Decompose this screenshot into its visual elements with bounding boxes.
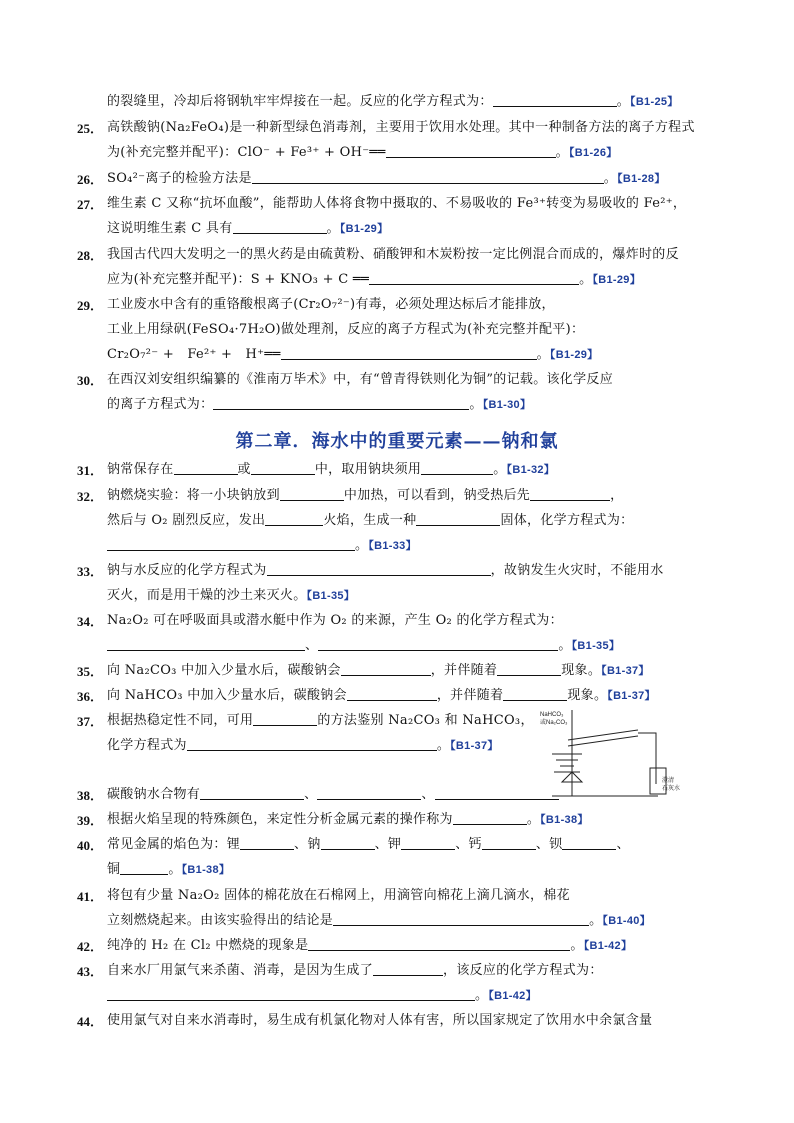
question-29-line-3 [107, 345, 734, 365]
question-number: 34． [77, 614, 104, 629]
question-43-line-2 [107, 986, 734, 1006]
question-text: 的离子方程式为： [107, 397, 214, 412]
question-44-line-1 [107, 1011, 734, 1031]
question-text: ，故钠发生火灾时，不能用水 [490, 563, 664, 578]
answer-blank[interactable] [421, 460, 493, 475]
question-text: 、 [304, 787, 318, 802]
question-34-line-2 [107, 636, 734, 656]
source-tag: 【B1-26】 [568, 147, 618, 159]
source-tag: 【B1-42】 [488, 990, 537, 1002]
question-number: 43． [77, 964, 104, 979]
question-number: 28． [77, 248, 104, 263]
answer-blank[interactable] [453, 810, 527, 825]
answer-blank[interactable] [503, 686, 567, 701]
question-33-line-2 [107, 586, 734, 606]
question-text: 火焰，生成一种 [323, 513, 417, 528]
question-25-line-1 [107, 118, 734, 138]
question-text: 化学方程式为 [107, 738, 187, 753]
source-tag: 【B1-28】 [617, 173, 666, 185]
question-number: 29． [77, 298, 104, 313]
question-number: 32． [77, 489, 104, 504]
question-text: 钠燃烧实验：将一小块钠放到 [107, 488, 280, 503]
source-tag: 【B1-38】 [181, 864, 231, 876]
answer-blank[interactable] [265, 511, 323, 526]
question-text: 、钙 [455, 837, 482, 852]
source-tag: 【B1-37】 [450, 740, 499, 752]
answer-blank[interactable] [308, 936, 570, 951]
period: 。 [603, 171, 618, 186]
source-tag: 【B1-29】 [339, 223, 389, 235]
question-text: 自来水厂用氯气来杀菌、消毒，是因为生成了 [107, 963, 374, 978]
period: 。 [475, 988, 489, 1003]
question-text: Na₂O₂ 可在呼吸面具或潜水艇中作为 O₂ 的来源，产生 O₂ 的化学方程式为： [107, 613, 563, 628]
question-text: ，该反应的化学方程式为： [443, 963, 603, 978]
period: 。 [570, 938, 584, 953]
answer-blank[interactable] [107, 636, 305, 651]
question-text: 现象。 [561, 663, 602, 678]
question-number: 35． [77, 664, 104, 679]
question-27-line-1 [107, 194, 734, 214]
period: 。 [436, 738, 451, 753]
answer-blank[interactable] [233, 219, 327, 234]
answer-blank[interactable] [174, 460, 238, 475]
source-tag: 【B1-29】 [549, 349, 599, 361]
question-text: 中，取用钠块须用 [314, 462, 422, 477]
period: 。 [579, 272, 593, 287]
question-text: 、 [421, 787, 435, 802]
question-text: 根据火焰呈现的特殊颜色，来定性分析金属元素的操作称为 [107, 812, 453, 827]
question-text: ，并伴随着 [430, 663, 498, 678]
delivery-tube [638, 733, 656, 784]
question-number: 37． [77, 714, 104, 729]
question-36-line-1 [107, 686, 734, 706]
question-text: 铜 [107, 862, 121, 877]
source-tag: 【B1-33】 [368, 540, 417, 552]
test-tube-inner [568, 736, 638, 746]
question-32-line-1 [107, 486, 734, 506]
answer-blank[interactable] [321, 835, 375, 850]
question-text: 、钡 [535, 837, 563, 852]
question-text: 纯净的 H₂ 在 Cl₂ 中燃烧的现象是 [107, 938, 309, 953]
period: 。 [589, 913, 603, 928]
answer-blank[interactable] [435, 785, 559, 800]
source-tag: 【B1-32】 [506, 464, 556, 476]
test-tube-outer [568, 730, 638, 740]
source-tag: 【B1-35】 [571, 640, 621, 652]
question-text: 灭火，而是用干燥的沙土来灭火。 [107, 588, 307, 603]
question-text: 固体，化学方程式为： [500, 513, 634, 528]
question-text: SO₄²⁻离子的检验方法是 [107, 171, 252, 186]
question-38-line-1 [107, 785, 734, 805]
answer-blank[interactable] [493, 92, 617, 107]
answer-blank[interactable] [386, 143, 556, 158]
answer-blank[interactable] [530, 486, 610, 501]
question-number: 25． [77, 121, 104, 136]
question-text: ，并伴随着 [436, 688, 504, 703]
answer-blank[interactable] [369, 270, 579, 285]
answer-blank[interactable] [347, 686, 437, 701]
question-number: 41． [77, 889, 104, 904]
answer-blank[interactable] [200, 785, 304, 800]
question-40-line-2 [107, 860, 734, 880]
question-number: 38． [77, 788, 104, 803]
question-number: 33． [77, 564, 104, 579]
question-text: 然后与 O₂ 剧烈反应，发出 [107, 513, 266, 528]
question-text: 、 [305, 638, 319, 653]
question-35-line-1 [107, 661, 734, 681]
answer-blank[interactable] [318, 636, 558, 651]
question-text: 将包有少量 Na₂O₂ 固体的棉花放在石棉网上，用滴管向棉花上滴几滴水，棉花 [107, 888, 570, 903]
question-text: 钠与水反应的化学方程式为 [107, 563, 267, 578]
source-tag: 【B1-40】 [602, 915, 651, 927]
source-tag: 【B1-30】 [482, 399, 532, 411]
question-number: 36． [77, 689, 104, 704]
answer-blank[interactable] [497, 661, 561, 676]
question-text: 在西汉刘安组织编纂的《淮南万毕术》中，有“曾青得铁则化为铜”的记载。该化学反应 [107, 372, 613, 387]
period: 。 [536, 347, 550, 362]
reagent-label: 或Na₂CO₃ [540, 720, 568, 726]
answer-blank[interactable] [120, 860, 168, 875]
question-24-continuation [107, 92, 734, 112]
question-32-line-2 [107, 511, 734, 531]
question-text: 的裂缝里，冷却后将钢轨牢牢焊接在一起。反应的化学方程式为： [107, 94, 493, 109]
answer-blank[interactable] [253, 711, 317, 726]
question-text: 高铁酸钠(Na₂FeO₄)是一种新型绿色消毒剂，主要用于饮用水处理。其中一种制备方法的离子方程式 [107, 120, 695, 135]
question-number: 31． [77, 463, 104, 478]
question-33-line-1 [107, 561, 734, 581]
question-28-line-2 [107, 270, 734, 290]
question-text: 、钾 [374, 837, 402, 852]
period: 。 [526, 812, 541, 827]
source-tag: 【B1-35】 [306, 590, 356, 602]
period: 。 [555, 145, 569, 160]
answer-blank[interactable] [416, 511, 500, 526]
answer-blank[interactable] [267, 561, 491, 576]
question-number: 30． [77, 373, 104, 388]
answer-blank[interactable] [317, 785, 421, 800]
question-text: 维生素 C 又称“抗坏血酸”，能帮助人体将食物中摄取的、不易吸收的 Fe³⁺转变为易吸收的 Fe²⁺， [107, 196, 687, 211]
question-37-line-1 [107, 711, 534, 731]
answer-blank[interactable] [562, 835, 616, 850]
question-text: 工业废水中含有的重铬酸根离子(Cr₂O₇²⁻)有毒，必须处理达标后才能排放， [107, 297, 555, 312]
answer-blank[interactable] [401, 835, 455, 850]
question-27-line-2 [107, 219, 734, 239]
question-text: 现象。 [567, 688, 608, 703]
question-text: 我国古代四大发明之一的黑火药是由硫黄粉、硝酸钾和木炭粉按一定比例混合而成的，爆炸时的反 [107, 247, 679, 262]
period: 。 [326, 221, 340, 236]
question-43-line-1 [107, 961, 734, 981]
question-34-line-1 [107, 611, 734, 631]
answer-blank[interactable] [280, 486, 344, 501]
source-tag: 【B1-25】 [630, 96, 679, 108]
answer-blank[interactable] [281, 345, 537, 360]
burner-stand [552, 754, 582, 772]
question-text: 、钠 [294, 837, 321, 852]
answer-blank[interactable] [373, 961, 443, 976]
answer-blank[interactable] [213, 395, 469, 410]
answer-blank[interactable] [482, 835, 536, 850]
chapter-title: 第二章．海水中的重要元素——钠和氯 [235, 431, 559, 452]
period: 。 [469, 397, 483, 412]
source-tag: 【B1-38】 [540, 814, 589, 826]
question-text: 常见金属的焰色为：锂 [107, 837, 241, 852]
question-number: 42． [77, 939, 104, 954]
question-number: 26． [77, 172, 104, 187]
question-text: 使用氯气对自来水消毒时，易生成有机氯化物对人体有害，所以国家规定了饮用水中余氯含量 [107, 1013, 653, 1028]
question-29-line-2 [107, 320, 734, 340]
question-text: 为(补充完整并配平)：ClO⁻ + Fe³⁺ + OH⁻══ [107, 145, 386, 160]
source-tag: 【B1-29】 [592, 274, 642, 286]
reagent-label: NaHCO₃ [540, 712, 564, 718]
source-tag: 【B1-42】 [583, 940, 633, 952]
answer-blank[interactable] [107, 536, 355, 551]
question-text: ， [610, 488, 624, 503]
question-text: Cr₂O₇²⁻ + Fe²⁺ + H⁺══ [107, 347, 281, 362]
question-text: 应为(补充完整并配平)：S + KNO₃ + C ══ [107, 272, 370, 287]
question-text: 中加热，可以看到，钠受热后先 [343, 488, 531, 503]
question-number: 44． [77, 1014, 104, 1029]
question-29-line-1 [107, 295, 734, 315]
answer-blank[interactable] [252, 169, 604, 184]
question-25-line-2 [107, 143, 734, 163]
question-text: 碳酸钠水合物有 [107, 787, 201, 802]
answer-blank[interactable] [341, 661, 431, 676]
question-text: 。 [168, 862, 182, 877]
question-text: 、 [616, 837, 630, 852]
question-42-line-1 [107, 936, 734, 956]
question-text: 钠常保存在 [107, 462, 174, 477]
question-text: 向 Na₂CO₃ 中加入少量水后，碳酸钠会 [107, 663, 341, 678]
period: 。 [493, 462, 507, 477]
question-text: 根据热稳定性不同，可用 [107, 713, 254, 728]
question-text: 或 [237, 462, 251, 477]
limewater-label: 石灰水 [662, 786, 681, 792]
question-number: 39． [77, 813, 104, 828]
question-32-line-3 [107, 536, 734, 556]
answer-blank[interactable] [240, 835, 294, 850]
question-text: 这说明维生素 C 具有 [107, 221, 233, 236]
question-30-line-2 [107, 395, 734, 415]
period: 。 [616, 94, 631, 109]
answer-blank[interactable] [333, 911, 589, 926]
question-text: 的方法鉴别 Na₂CO₃ 和 NaHCO₃， [317, 713, 534, 728]
question-37-line-2 [107, 736, 524, 756]
question-number: 27． [77, 197, 104, 212]
question-28-line-1 [107, 245, 734, 265]
question-40-line-1 [107, 835, 734, 855]
question-text: 工业上用绿矾(FeSO₄·7H₂O)做处理剂，反应的离子方程式为(补充完整并配平)： [107, 322, 585, 337]
question-26-line-1 [107, 169, 734, 189]
question-30-line-1 [107, 370, 734, 390]
question-41-line-1 [107, 886, 734, 906]
question-text: 立刻燃烧起来。由该实验得出的结论是 [107, 913, 334, 928]
answer-blank[interactable] [107, 986, 475, 1001]
question-41-line-2 [107, 911, 734, 931]
period: 。 [558, 638, 572, 653]
answer-blank[interactable] [251, 460, 315, 475]
question-31-line-1 [107, 460, 734, 480]
question-39-line-1 [107, 810, 734, 830]
source-tag: 【B1-37】 [601, 665, 650, 677]
answer-blank[interactable] [187, 736, 437, 751]
question-number: 40． [77, 838, 104, 853]
source-tag: 【B1-37】 [607, 690, 656, 702]
question-text: 向 NaHCO₃ 中加入少量水后，碳酸钠会 [107, 688, 347, 703]
limewater-label: 澄清 [662, 778, 675, 784]
period: 。 [355, 538, 369, 553]
